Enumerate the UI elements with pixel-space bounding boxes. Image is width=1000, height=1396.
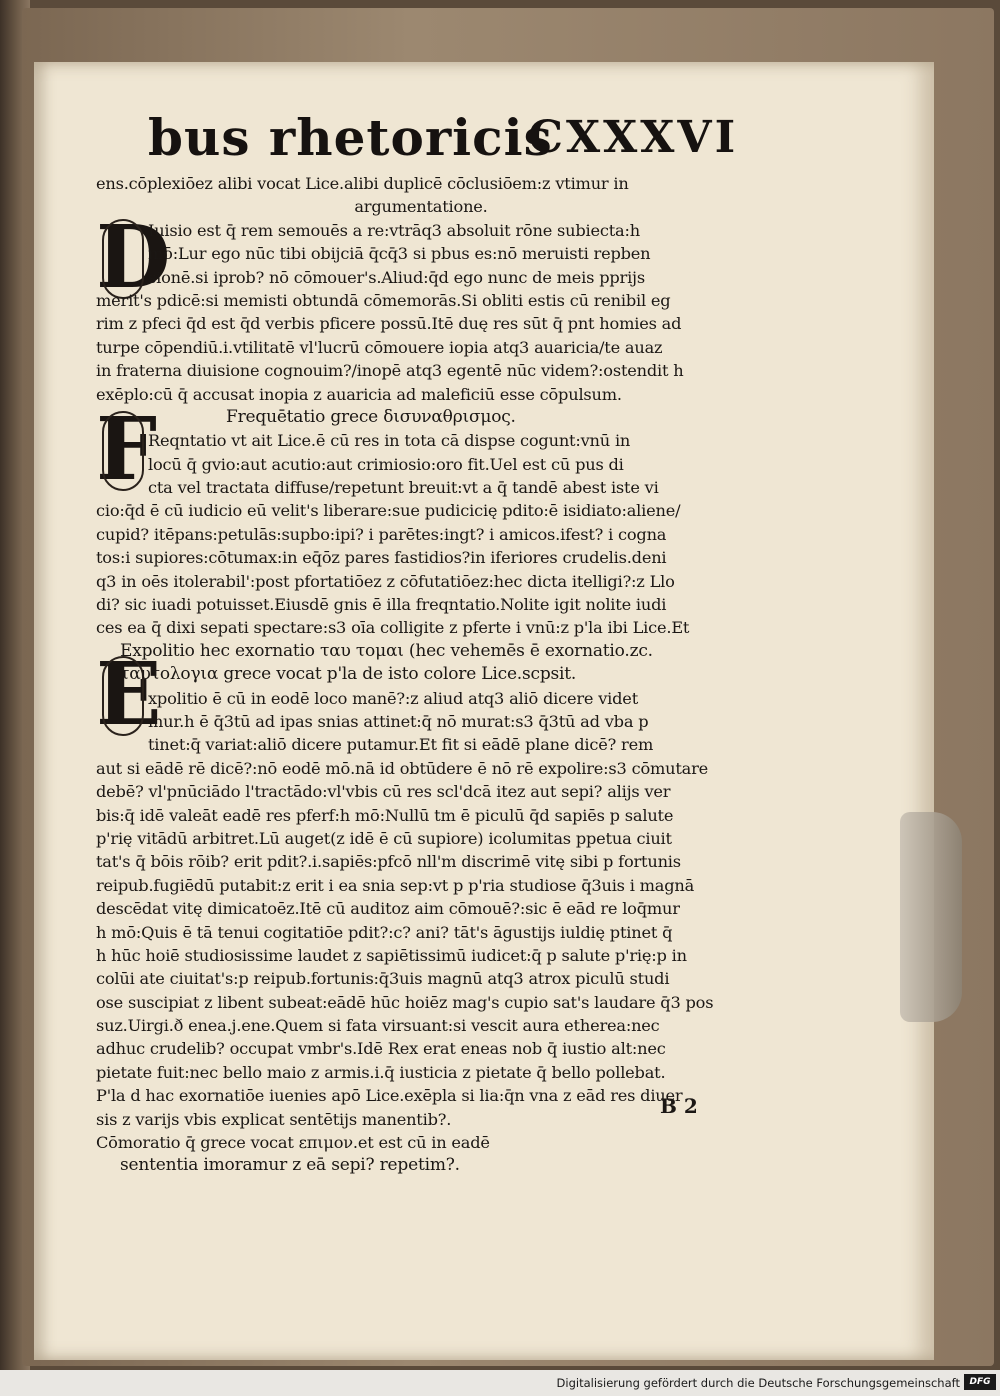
text-line: ces ea q̄ dixi sepati spectare:s3 oīa colligite z pferte i vnū:z p'la ibi Lice.Et (96, 618, 690, 638)
text-line: debē? vl'pnūciādo l'tractādo:vl'vbis cū res scl'dcā itez aut sepi? alijs ver (96, 782, 671, 802)
text-line: merit's pdicē:si memisti obtundā cōmemorās.Si obliti estis cū renibil eg (96, 290, 671, 310)
catchword: B 2 (660, 1094, 698, 1118)
footer-bar (0, 1370, 1000, 1396)
initial-letter: D (96, 207, 171, 308)
text-line: cupid? itēpans:petulās:supbo:ipi? i parētes:ingt? i amicos.ifest? i cogna (96, 524, 667, 544)
text-line: bis:q̄ idē valeāt eadē res pferf:h mō:Nullū tm ē piculū q̄d sapiēs p salute (96, 805, 674, 825)
text-line: tinet:q̄ variat:aliō dicere putamur.Et fit si eādē plane dicē? rem (148, 735, 654, 755)
text-line: sionē.si iprob? nō cōmouer's.Aliud:q̄d ego nunc de meis pprijs (148, 267, 645, 287)
text-line: ταυτολογια grece vocat p'la de isto colore Lice.scpsit. (120, 664, 577, 685)
text-line: turpe cōpendiū.i.vtilitatē vl'lucrū cōmouere iopia atq3 auaricia/te auaz (96, 337, 663, 357)
folio-number: CXXXVI (528, 112, 739, 163)
body-text (96, 172, 746, 1201)
text-line: Reqntatio vt ait Lice.ē cū res in tota cā dispse cogunt:vnū in (148, 431, 631, 451)
text-line: tos:i supiores:cōtumax:in eq̄ōz pares fastidios?in iferiores crudelis.deni (96, 548, 667, 568)
text-line: argumentatione. (354, 197, 488, 217)
text-line: exēplo:cū q̄ accusat inopia z auaricia ad maleficiū esse cōpulsum. (96, 384, 622, 404)
text-line: tat's q̄ bōis rōib? erit pdit?.i.sapiēs:pfcō nll'm discrimē vitę sibi p fortunis (96, 852, 681, 872)
text-line: cta vel tractata diffuse/repetunt breuit:vt a q̄ tandē abest iste vi (148, 478, 659, 498)
text-line: Cōmoratio q̄ grece vocat επιμον.et est cū in eadē (96, 1133, 490, 1153)
text-line: in fraterna diuisione cognouim?/inopē atq3 egentē nūc videm?:ostendit h (96, 361, 684, 381)
text-line: rim z pfeci q̄d est q̄d verbis pficere possū.Itē duę res sūt q̄ pnt homies ad (96, 314, 682, 334)
clasp-strap (900, 812, 962, 1022)
text-line: pietate fuit:nec bello maio z armis.i.q̄ iusticia z pietate q̄ bello pollebat. (96, 1062, 666, 1082)
text-line: mō:Lur ego nūc tibi obijciā q̄cq̄3 si pbus es:nō meruisti repben (148, 244, 651, 264)
text-line: ose suscipiat z libent subeat:eādē hūc hoiēz mag's cupio sat's laudare q̄3 pos (96, 992, 714, 1012)
text-line: ens.cōplexiōez alibi vocat Lice.alibi duplicē cōclusiōem:z vtimur in (96, 174, 629, 193)
funding-credit: Digitalisierung gefördert durch die Deutsche Forschungsgemeinschaft (556, 1376, 960, 1390)
page-header (148, 108, 768, 178)
text-line: q3 in oēs itolerabil':post pfortatiōez z cōfutatiōez:hec dicta itelligi?:z Llo (96, 571, 675, 591)
text-line: mur.h ē q̄3tū ad ipas snias attinet:q̄ nō murat:s3 q̄3tū ad vba p (148, 711, 649, 731)
initial-letter: E (96, 644, 162, 745)
text-line: Iuisio est q̄ rem semouēs a re:vtrāq3 absoluit rōne subiecta:h (148, 220, 640, 240)
text-line: cio:q̄d ē cū iudicio eū velit's liberare:sue pudicicię pdito:ē isidiato:aliene/ (96, 501, 681, 521)
text-line: h mō:Quis ē tā tenui cogitatiōe pdit?:c? ani? tāt's āgustijs iuldię ptinet q̄ (96, 922, 673, 942)
text-line (96, 1178, 746, 1201)
text-line: reipub.fugiēdū putabit:z erit i ea snia sep:vt p p'ria studiose q̄3uis i magnā (96, 875, 695, 895)
running-title: bus rhetoricis (148, 108, 553, 167)
text-line: p'rię vitādū arbitret.Lū auget(z idē ē cū supiore) icolumitas ppetua ciuit (96, 828, 672, 848)
text-line: di? sic iuadi potuisset.Eiusdē gnis ē illa freqntatio.Nolite igit nolite iudi (96, 595, 667, 615)
text-line: h hūc hoiē studiosissime laudet z sapiētissimū iudicet:q̄ p salute p'rię:p in (96, 945, 687, 965)
text-line: descēdat vitę dimicatoēz.Itē cū auditoz aim cōmouē?:sic ē eād re loq̄mur (96, 899, 680, 919)
text-line: adhuc crudelib? occupat vmbr's.Idē Rex erat eneas nob q̄ iustio alt:nec (96, 1039, 666, 1059)
text-line: colūi ate ciuitat's:p reipub.fortunis:q̄3uis magnū atq3 atrox piculū studi (96, 969, 670, 989)
text-line: locū q̄ gvio:aut acutio:aut crimiosio:oro fit.Uel est cū pus di (148, 454, 624, 474)
dfg-logo: DFG (964, 1374, 996, 1390)
text-line: sis z varijs vbis explicat sentētijs manentib?. (96, 1109, 452, 1129)
section-heading: Expolitio hec exornatio ταυ τομαι (hec vehemēs ē exornatio.zc. (120, 640, 653, 661)
text-line: xpolitio ē cū in eodē loco manē?:z aliud atq3 aliō dicere videt (148, 688, 638, 708)
text-line: P'la d hac exornatiōe iuenies apō Lice.exēpla si lia:q̄n vna z eād res diuer (96, 1086, 683, 1106)
initial-letter: F (96, 399, 158, 500)
text-line: aut si eādē rē dicē?:nō eodē mō.nā id obtūdere ē nō rē expolire:s3 cōmutare (96, 758, 709, 778)
section-heading: Frequētatio grece δισυναθρισμος. (226, 406, 516, 427)
text-line: suz.Uirgi.ð enea.j.ene.Quem si fata virsuant:si vescit aura etherea:nec (96, 1016, 660, 1036)
section-heading: sententia imoramur z eā sepi? repetim?. (120, 1155, 460, 1176)
